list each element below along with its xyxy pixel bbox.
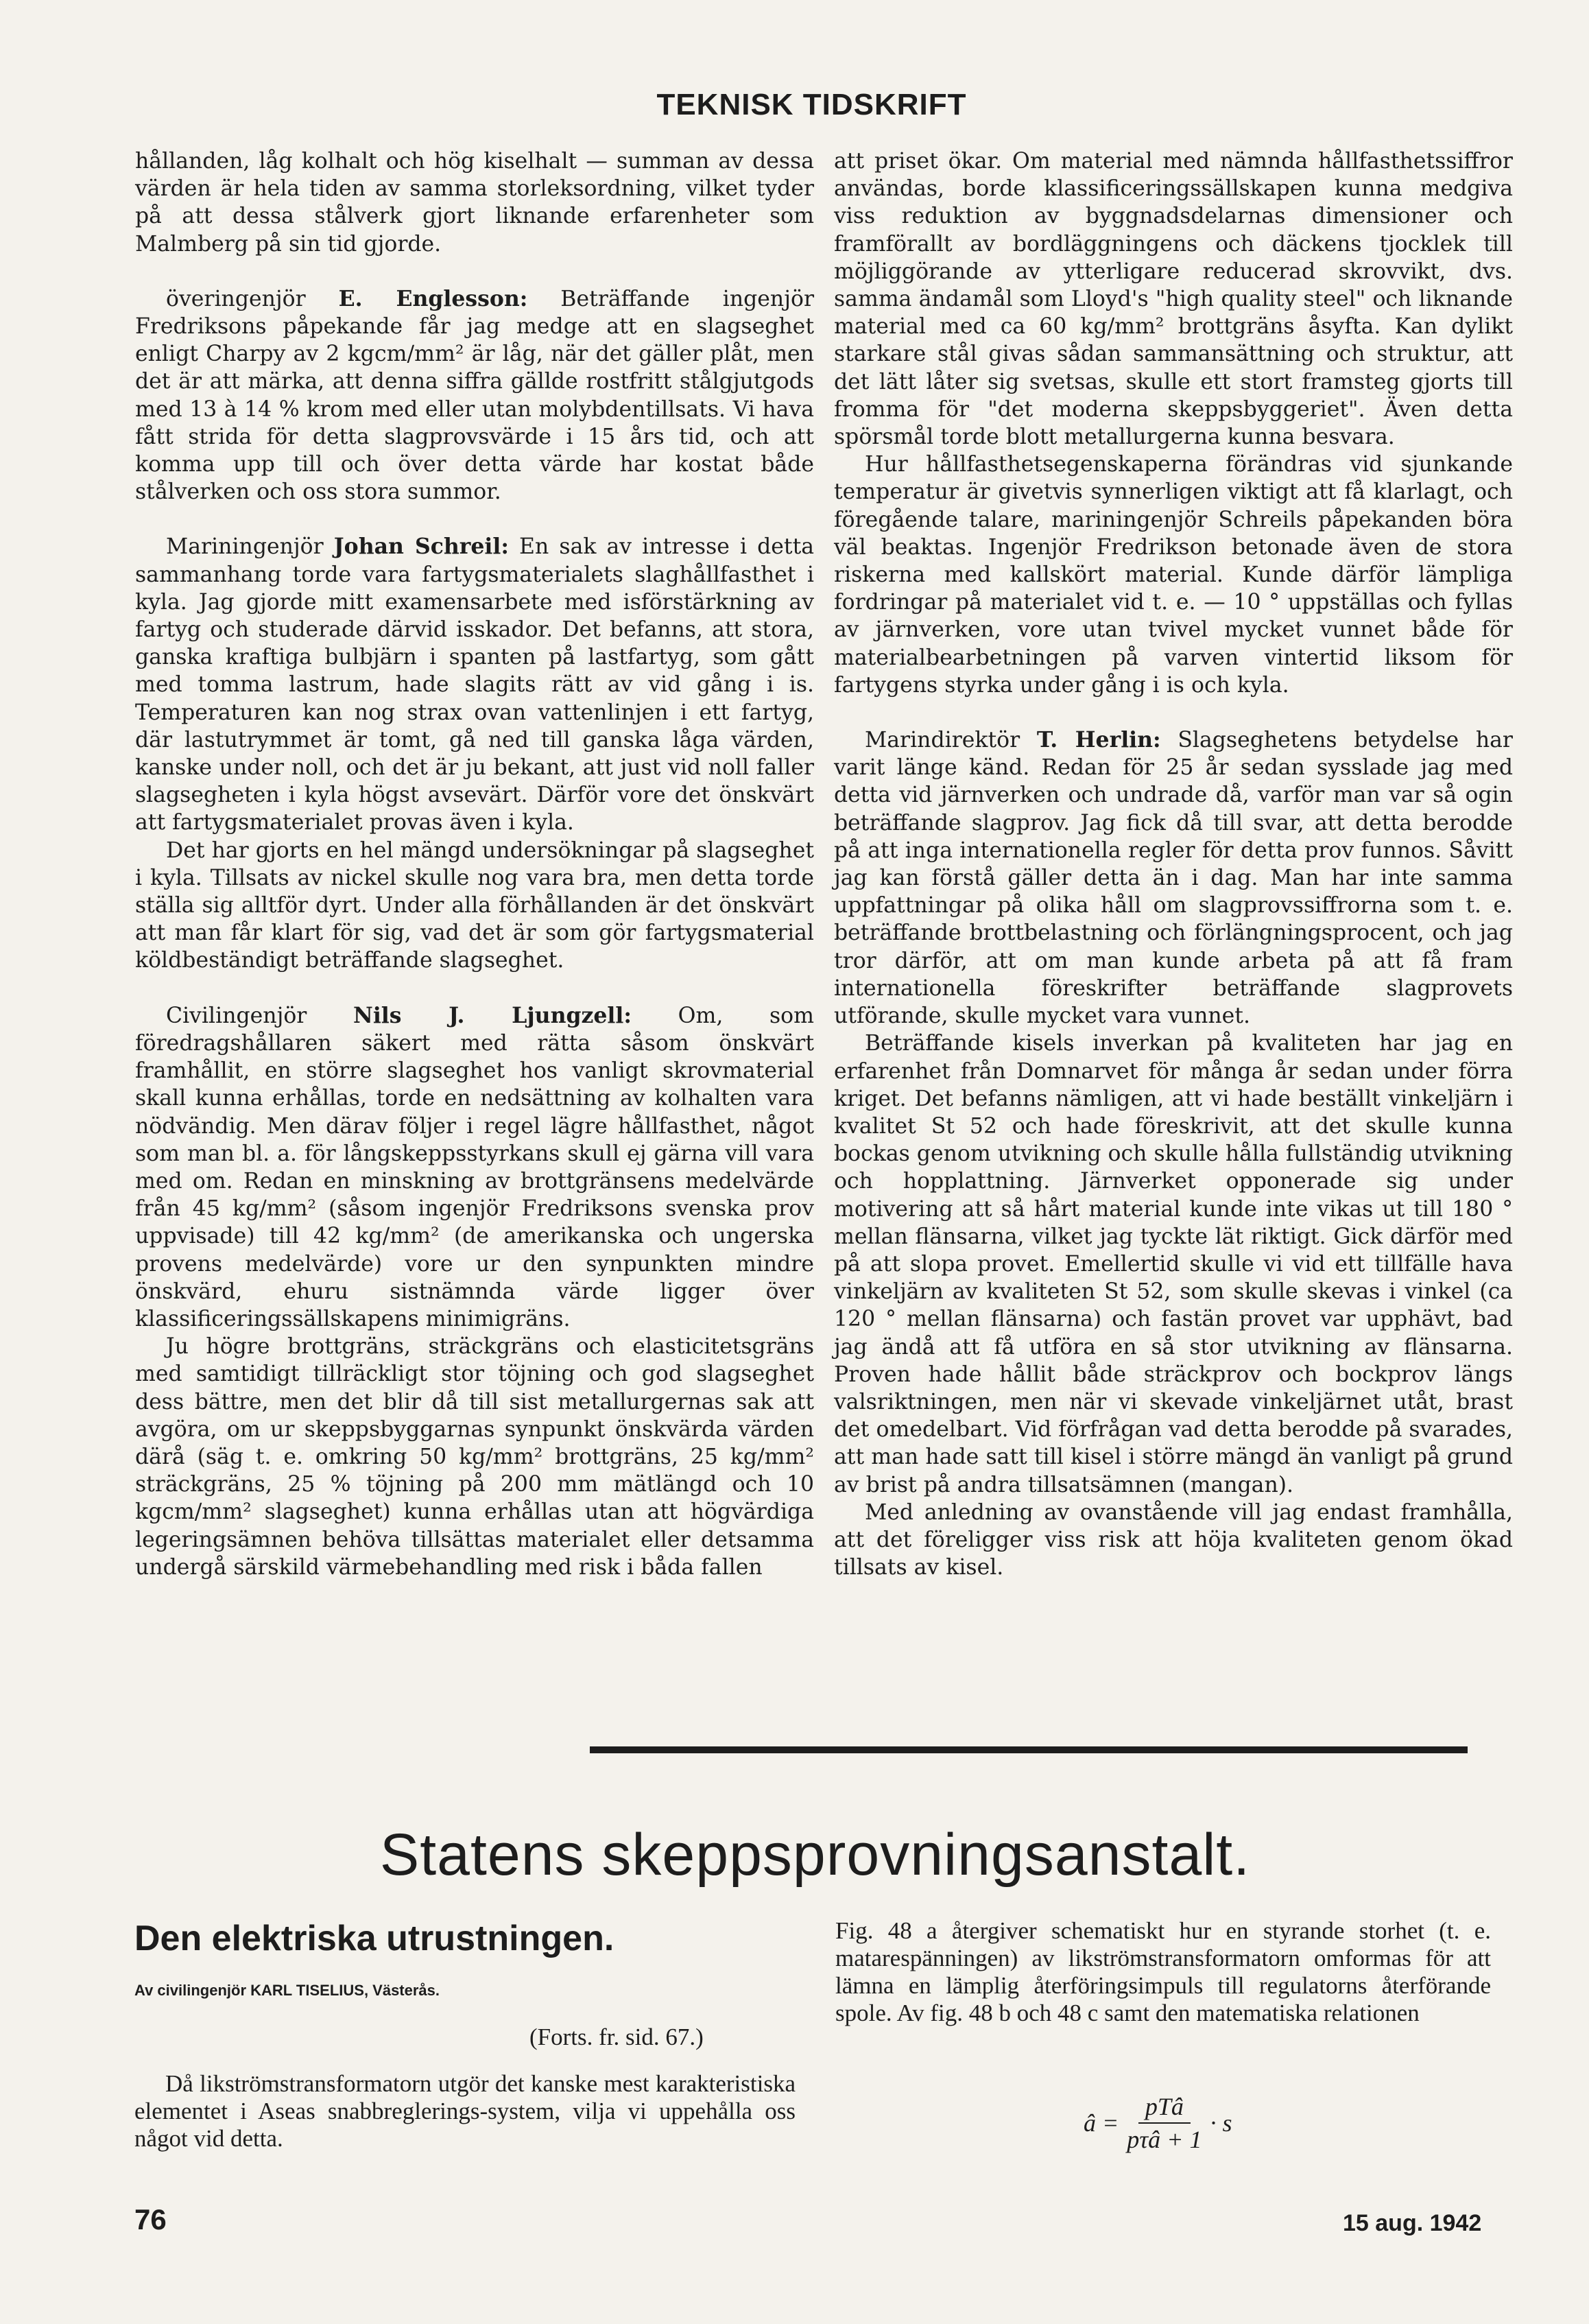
- paragraph: Det har gjorts en hel mängd undersökningar på slagseghet i kyla. Tillsats av nickel skulle nog vara bra, men detta torde ställa sig alltför dyrt. Under alla förhållanden är det önskvärt att man får klart för sig, vad det är som gör fartygsmaterial köldbeständigt beträffande slagseghet.: [135, 838, 814, 973]
- formula-numerator: pTâ: [1138, 2092, 1191, 2124]
- section-divider: [590, 1746, 1468, 1753]
- article-text-left: Då likströmstransformatorn utgör det kanske mest karakteristiska elementet i Aseas snabbreglerings-system, vilja vi uppehålla oss något vid detta.: [134, 2070, 796, 2152]
- article-text-right: Fig. 48 a återgiver schematiskt hur en styrande storhet (t. e. matarespänningen) av likströmstransformatorn omformas för att lämna en lämplig återföringsimpuls till regulatorns återförande spole. Av fig. 48 b och 48 c samt den matematiska relationen: [835, 1917, 1491, 2026]
- paragraph: [834, 726, 1513, 1030]
- paragraph: Beträffande kisels inverkan på kvaliteten har jag en erfarenhet från Domnarvet för många år sedan under förra kriget. Det befanns nämligen, att vi hade beställt vinkeljärn i kvalitet St 52 och hade föreskrivit, att det skulle kunna bockas genom utvikning och skulle hålla fullständig utvikning och hopplattning. Järnverket opponerade sig under motivering att så hårt material kunde inte vikas ut till 180 ° mellan flänsarna, vilket jag tyckte lät riktigt. Gick därför med på att slopa provet. Emellertid skulle vi vid ett tillfälle hava vinkeljärn av kvaliteten St 52, som skulle skevas i vinkel (ca 120 ° mellan flänsarna) och fastän provet var upphävt, bad jag ändå att få utföra en så stor utvikning av flänsarna. Proven hade hållit både sträckprov och bockprov längs valsriktningen, men när vi skevade vinkeljärnet utåt, brast det omedelbart. Vid förfrågan vad detta berodde på svarades, att man hade satt till kisel i större mängd än vanligt på grund av brist på andra tillsatsämnen (mangan).: [834, 1031, 1513, 1497]
- paragraph: [135, 1002, 814, 1333]
- page-number: 76: [134, 2203, 167, 2236]
- paragraph-text: En sak av intresse i detta sammanhang torde vara fartygsmaterialets slaghållfasthet i kyla. Jag gjorde mitt examensarbete med isförstärkning av fartyg och studerade därvid isskador. Det befanns, att stora, ganska kraftiga bulbjärn i spanten på lastfartyg, som gått med tomma lastrum, hade slagits rätt av vid gång i is. Temperaturen kan nog strax ovan vattenlinjen i ett fartyg, där lastutrymmet är tomt, gå ned till ganska låga värden, kanske under noll, och det är ju bekant, att just vid noll faller slagsegheten i kyla högst avsevärt. Därför vore det önskvärt att fartygsmaterialet provas även i kyla.: [135, 534, 815, 835]
- article-title: Statens skeppsprovningsanstalt.: [379, 1822, 1251, 1888]
- formula-fraction: [1127, 2092, 1202, 2154]
- issue-date: 15 aug. 1942: [1343, 2210, 1482, 2236]
- speaker-name: Johan Schreil:: [333, 534, 509, 560]
- speaker-name: Nils J. Ljungzell:: [353, 1002, 632, 1028]
- left-column: [135, 147, 814, 1581]
- paragraph: [135, 285, 814, 506]
- paragraph: [135, 533, 814, 836]
- formula: [1084, 2092, 1232, 2154]
- formula-denominator: pτâ + 1: [1127, 2126, 1202, 2153]
- paragraph: Hur hållfasthetsegenskaperna förändras vid sjunkande temperatur är givetvis synnerligen viktigt att få klarlagt, och föregående talare, mariningenjör Schreils påpekanden böra väl beaktas. Ingenjör Fredrikson betonade även de stora riskerna med kallskört material. Kunde därför lämpliga fordringar på materialet vid t. e. — 10 ° uppställas och fyllas av järnverken, vore utan tvivel mycket vunnet både för materialbearbetningen på varven vintertid liksom för fartygens styrka under gång i is och kyla.: [834, 452, 1513, 698]
- speaker-name: E. Englesson:: [338, 285, 528, 311]
- paragraph: Med anledning av ovanstående vill jag endast framhålla, att det föreligger viss risk att höja kvaliteten genom ökad tillsats av kisel.: [834, 1499, 1513, 1580]
- speaker-title: överingenjör: [166, 286, 339, 311]
- speaker-title: Marindirektör: [865, 728, 1037, 753]
- paragraph: hållanden, låg kolhalt och hög kiselhalt — summan av dessa värden är hela tiden av samma storleksordning, vilket tyder på att dessa stålverk gjort liknande erfarenheter som Malmberg på sin tid gjorde.: [135, 149, 814, 257]
- article-subtitle: Den elektriska utrustningen.: [134, 1919, 614, 1958]
- formula-rhs: · s: [1210, 2109, 1232, 2137]
- speaker-title: Civilingenjör: [166, 1003, 354, 1028]
- journal-header: TEKNISK TIDSKRIFT: [656, 88, 967, 121]
- paragraph-text: Beträffande ingenjör Fredriksons påpekande får jag medge att en slagseghet enligt Charpy av 2 kgcm/mm² är låg, när det gäller plåt, men det är att märka, att denna siffra gällde rostfritt stålgjutgods med 13 à 14 % krom med eller utan molybdentillsats. Vi hava fått strida för detta slagprovsvärde i 15 års tid, och att komma upp till och över detta värde har kostat både stålverken och oss stora summor.: [135, 286, 814, 505]
- article-byline: Av civilingenjör KARL TISELIUS, Västerås.: [134, 1982, 440, 1999]
- speaker-name: T. Herlin:: [1036, 727, 1161, 753]
- paragraph-text: Slagseghetens betydelse har varit länge känd. Redan för 25 år sedan sysslade jag med detta vid järnverken och undrade då, varför man var så ogin beträffande slagprov. Jag fick då till svar, att detta berodde på att inga internationella regler för detta prov funnos. Såvitt jag kan förstå gäller detta än i dag. Man har inte samma uppfattningar på olika håll om slagprovssiffrorna som t. e. beträffande brottbelastning och förlängningsprocent, och jag tror därför, att om man kunde arbeta på att få fram internationella föreskrifter beträffande slagprovets utförande, skulle mycket vara vunnet.: [834, 728, 1513, 1029]
- right-column: [834, 147, 1513, 1581]
- speaker-title: Mariningenjör: [166, 534, 334, 560]
- paragraph: Ju högre brottgräns, sträckgräns och elasticitetsgräns med samtidigt tillräckligt stor töjning och god slagseghet dess bättre, men det blir då till sist metallurgernas sak att avgöra, om ur skeppsbyggarnas synpunkt önskvärda värden därå (säg t. e. omkring 50 kg/mm² brottgräns, 25 kg/mm² sträckgräns, 25 % töjning på 200 mm mätlängd och 10 kgcm/mm² slagseghet) kunna erhållas utan att högvärdiga legeringsämnen behöva tillsättas materialet eller detsamma undergå särskild värmebehandling med risk i båda fallen: [135, 1334, 814, 1580]
- continued-note: (Forts. fr. sid. 67.): [529, 2024, 704, 2050]
- paragraph-text: Om, som föredragshållaren säkert med rätta såsom önskvärt framhållit, en större slagseghet hos vanligt skrovmaterial skall kunna erhållas, torde en nedsättning av kolhalten vara nödvändig. Men därav följer i regel lägre hållfasthet, något som man bl. a. för långskeppsstyrkans skull ej gärna vill vara med om. Redan en minskning av brottgränsens medelvärde från 45 kg/mm² (såsom ingenjör Fredriksons svenska prov uppvisade) till 42 kg/mm² (de amerikanska och ungerska provens medelvärde) vore ur den synpunkten mindre önskvärd, ehuru sistnämnda värde ligger över klassificeringssällskapens minimigräns.: [135, 1003, 815, 1331]
- paragraph: att priset ökar. Om material med nämnda hållfasthetssiffror användas, borde klassificeringssällskapen kunna medgiva viss reduktion av byggnadsdelarnas dimensioner och framförallt av bordläggningens och däckens tjocklek till möjliggörande av ytterligare reducerad skrovvikt, dvs. samma ändamål som Lloyd's "high quality steel" och liknande material med ca 60 kg/mm² brottgräns åsyfta. Kan dylikt starkare stål givas sådan sammansättning och struktur, att det lätt låter sig svetsas, skulle ett stort framsteg gjorts till fromma för "det moderna skeppsbyggeriet". Även detta spörsmål torde blott metallurgerna kunna besvara.: [834, 149, 1513, 450]
- formula-lhs: â =: [1084, 2109, 1119, 2137]
